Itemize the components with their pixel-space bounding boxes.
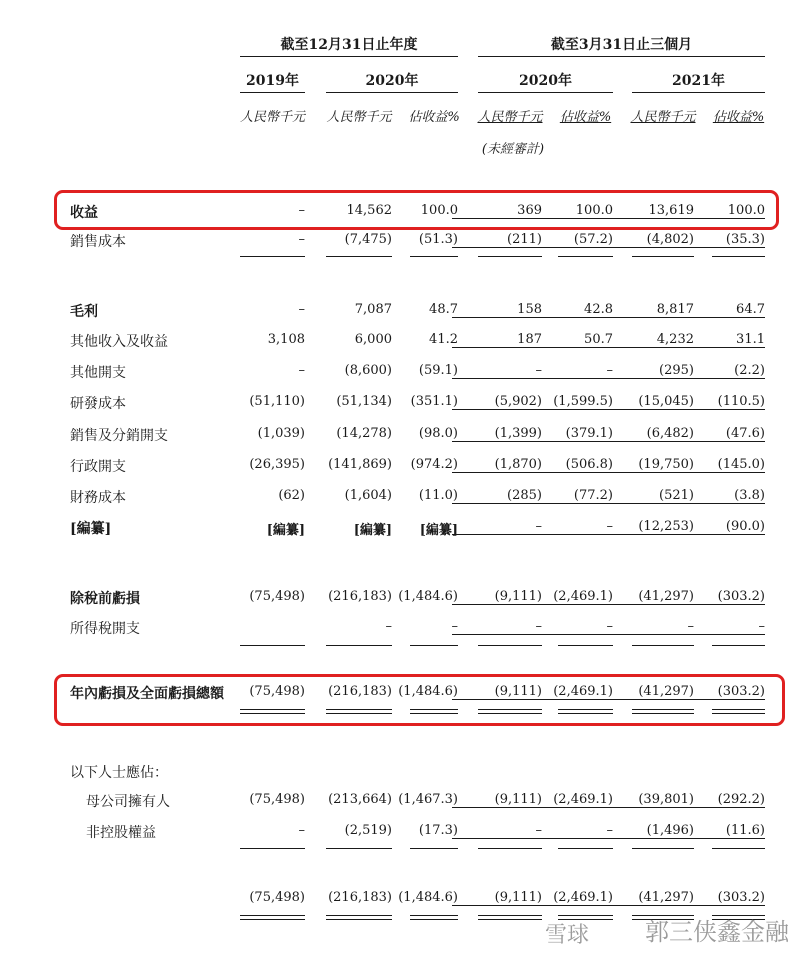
rule-line — [240, 256, 305, 257]
row-value: (75,498) — [249, 684, 305, 699]
row-label: 收益 — [70, 205, 98, 221]
row-value: (1,599.5) — [523, 394, 613, 410]
row-value: (11.0) — [418, 488, 458, 503]
row-value: (75,498) — [249, 792, 305, 807]
rule-line — [326, 92, 458, 93]
row-value: (12,253) — [604, 519, 694, 535]
row-value: (521) — [604, 488, 694, 504]
watermark-left: 雪球 — [545, 923, 590, 948]
rule-line — [478, 92, 613, 93]
row-value: (47.6) — [675, 426, 765, 442]
row-value: (303.2) — [675, 589, 765, 605]
row-label: 毛利 — [70, 304, 98, 320]
row-value: – — [523, 363, 613, 379]
row-value: (5,902) — [452, 394, 542, 410]
row-value: (26,395) — [249, 457, 305, 472]
row-value: 187 — [452, 332, 542, 348]
row-value: (41,297) — [604, 684, 694, 700]
row-value: (295) — [604, 363, 694, 379]
row-value: 6,000 — [354, 332, 392, 347]
row-value: (506.8) — [523, 457, 613, 473]
row-value: (98.0) — [418, 426, 458, 441]
rule-line — [240, 56, 458, 57]
row-value: (379.1) — [523, 426, 613, 442]
row-value: (8,600) — [344, 363, 392, 378]
row-value: – — [452, 363, 542, 379]
row-value: 100.0 — [675, 203, 765, 219]
unit-pct-label: 佔收益% — [559, 110, 612, 125]
unit-rmb-label: 人民幣千元 — [239, 110, 305, 125]
row-value: (351.1) — [410, 394, 458, 409]
row-value: – — [675, 619, 765, 635]
row-value: (216,183) — [328, 684, 392, 699]
row-value: 158 — [452, 302, 542, 318]
row-value: 4,232 — [604, 332, 694, 348]
highlight-box-total-loss — [54, 674, 785, 726]
row-value: 41.2 — [429, 332, 458, 347]
row-value: 50.7 — [523, 332, 613, 348]
row-value: – — [298, 203, 305, 218]
row-value: 8,817 — [604, 302, 694, 318]
row-value: (974.2) — [410, 457, 458, 472]
row-value: (213,664) — [328, 792, 392, 807]
row-label: 研發成本 — [70, 396, 126, 412]
rule-line — [478, 645, 542, 646]
row-label: 非控股權益 — [86, 825, 156, 841]
row-label: 母公司擁有人 — [86, 794, 170, 810]
row-label: 其他收入及收益 — [70, 334, 168, 350]
row-value: (15,045) — [604, 394, 694, 410]
row-value: (41,297) — [604, 890, 694, 906]
group-header-q1: 截至3月31日止三個月 — [550, 37, 693, 53]
rule-line — [712, 256, 765, 257]
row-value: 3,108 — [267, 332, 305, 347]
row-value: 369 — [452, 203, 542, 219]
row-value: – — [452, 823, 542, 839]
row-value: (1,870) — [452, 457, 542, 473]
row-value: (285) — [452, 488, 542, 504]
rule-line — [410, 848, 458, 849]
row-value: (77.2) — [523, 488, 613, 504]
row-value: (1,399) — [452, 426, 542, 442]
row-value: 31.1 — [675, 332, 765, 348]
row-value: (141,869) — [328, 457, 392, 472]
year-header: 2020年 — [519, 73, 572, 89]
rule-line — [410, 915, 458, 920]
rule-line — [326, 915, 392, 920]
row-value: (62) — [278, 488, 305, 503]
row-value: (7,475) — [344, 232, 392, 247]
row-value: – — [452, 519, 542, 535]
row-value: (51,110) — [249, 394, 305, 409]
unit-pct-label: 佔收益% — [712, 110, 765, 125]
row-value: (14,278) — [336, 426, 392, 441]
row-label: 財務成本 — [70, 490, 126, 506]
row-value: (303.2) — [675, 684, 765, 700]
row-value: (216,183) — [328, 589, 392, 604]
row-value: 7,087 — [354, 302, 392, 317]
row-value: – — [452, 619, 542, 635]
row-value: (17.3) — [418, 823, 458, 838]
row-value: 100.0 — [523, 203, 613, 219]
rule-line — [410, 645, 458, 646]
row-value: (11.6) — [675, 823, 765, 839]
row-value: 100.0 — [420, 203, 458, 218]
row-value: (2,519) — [344, 823, 392, 838]
rule-line — [558, 848, 613, 849]
row-value: (292.2) — [675, 792, 765, 808]
row-value: – — [523, 619, 613, 635]
row-value: (35.3) — [675, 232, 765, 248]
group-header-fy: 截至12月31日止年度 — [280, 37, 418, 53]
row-value: (57.2) — [523, 232, 613, 248]
row-value: (1,604) — [344, 488, 392, 503]
highlight-box-revenue — [54, 190, 779, 230]
row-label: 銷售成本 — [70, 234, 126, 250]
row-value: – — [298, 363, 305, 378]
year-header: 2020年 — [365, 73, 419, 89]
rule-line — [240, 645, 305, 646]
row-value: (1,484.6) — [398, 890, 458, 905]
year-header: 2021年 — [672, 73, 725, 89]
row-label: [編纂] — [70, 521, 112, 537]
row-value: – — [451, 619, 458, 634]
row-value: (110.5) — [675, 394, 765, 410]
row-label: 行政開支 — [70, 459, 126, 475]
row-value: – — [385, 619, 392, 634]
row-value: 42.8 — [523, 302, 613, 318]
rule-line — [240, 915, 305, 920]
rule-line — [240, 92, 305, 93]
row-value: (211) — [452, 232, 542, 248]
row-value: (1,484.6) — [398, 589, 458, 604]
rule-line — [478, 56, 765, 57]
watermark-right: 郭三侠鑫金融 — [645, 918, 789, 946]
row-value: (59.1) — [418, 363, 458, 378]
row-label: 所得稅開支 — [70, 621, 140, 637]
row-value: (3.8) — [675, 488, 765, 504]
year-header: 2019年 — [246, 73, 299, 89]
rule-line — [712, 645, 765, 646]
row-value: (9,111) — [452, 684, 542, 700]
rule-line — [326, 256, 392, 257]
unit-rmb-label: 人民幣千元 — [326, 110, 392, 125]
rule-line — [558, 645, 613, 646]
rule-line — [478, 256, 542, 257]
row-value: (216,183) — [328, 890, 392, 905]
row-value: – — [604, 619, 694, 635]
row-value: 64.7 — [675, 302, 765, 318]
row-value: [編纂] — [266, 523, 305, 538]
row-value: – — [298, 232, 305, 247]
row-value: (51,134) — [336, 394, 392, 409]
row-label: 其他開支 — [70, 365, 126, 381]
row-value: (2.2) — [675, 363, 765, 379]
rule-line — [632, 92, 765, 93]
row-value: (9,111) — [452, 589, 542, 605]
rule-line — [558, 256, 613, 257]
row-value: (51.3) — [418, 232, 458, 247]
row-value: (2,469.1) — [523, 890, 613, 906]
rule-line — [478, 848, 542, 849]
row-value: (9,111) — [452, 890, 542, 906]
row-value: (2,469.1) — [523, 589, 613, 605]
row-value: (1,467.3) — [398, 792, 458, 807]
row-value: (1,496) — [604, 823, 694, 839]
row-value: (75,498) — [249, 890, 305, 905]
row-label: 銷售及分銷開支 — [70, 428, 168, 444]
unit-pct-label: 佔收益% — [408, 110, 460, 125]
row-value: 13,619 — [604, 203, 694, 219]
row-value: (2,469.1) — [523, 684, 613, 700]
rule-line — [632, 256, 694, 257]
unit-rmb-label: 人民幣千元 — [477, 110, 543, 125]
row-value: (75,498) — [249, 589, 305, 604]
row-value: (1,484.6) — [398, 684, 458, 699]
row-value: (303.2) — [675, 890, 765, 906]
row-value: (4,802) — [604, 232, 694, 248]
row-value: [編纂] — [419, 523, 458, 538]
row-label: 以下人士應佔： — [70, 765, 168, 781]
rule-line — [478, 915, 542, 920]
row-value: 48.7 — [429, 302, 458, 317]
rule-line — [712, 848, 765, 849]
row-value: (6,482) — [604, 426, 694, 442]
row-value: (9,111) — [452, 792, 542, 808]
row-value: – — [523, 519, 613, 535]
row-value: (41,297) — [604, 589, 694, 605]
row-value: [編纂] — [353, 523, 392, 538]
rule-line — [240, 848, 305, 849]
rule-line — [632, 848, 694, 849]
row-value: (2,469.1) — [523, 792, 613, 808]
unit-rmb-label: 人民幣千元 — [630, 110, 696, 125]
row-label: 除稅前虧損 — [70, 591, 140, 607]
row-value: – — [298, 302, 305, 317]
row-value: (1,039) — [257, 426, 305, 441]
row-label: 年內虧損及全面虧損總額 — [70, 686, 224, 702]
rule-line — [326, 645, 392, 646]
row-value: (145.0) — [675, 457, 765, 473]
rule-line — [632, 645, 694, 646]
rule-line — [326, 848, 392, 849]
row-value: (19,750) — [604, 457, 694, 473]
row-value: (39,801) — [604, 792, 694, 808]
rule-line — [410, 256, 458, 257]
row-value: – — [298, 823, 305, 838]
row-value: (90.0) — [675, 519, 765, 535]
row-value: – — [523, 823, 613, 839]
row-value: 14,562 — [346, 203, 392, 218]
unaudited-label: (未經審計) — [481, 142, 545, 157]
